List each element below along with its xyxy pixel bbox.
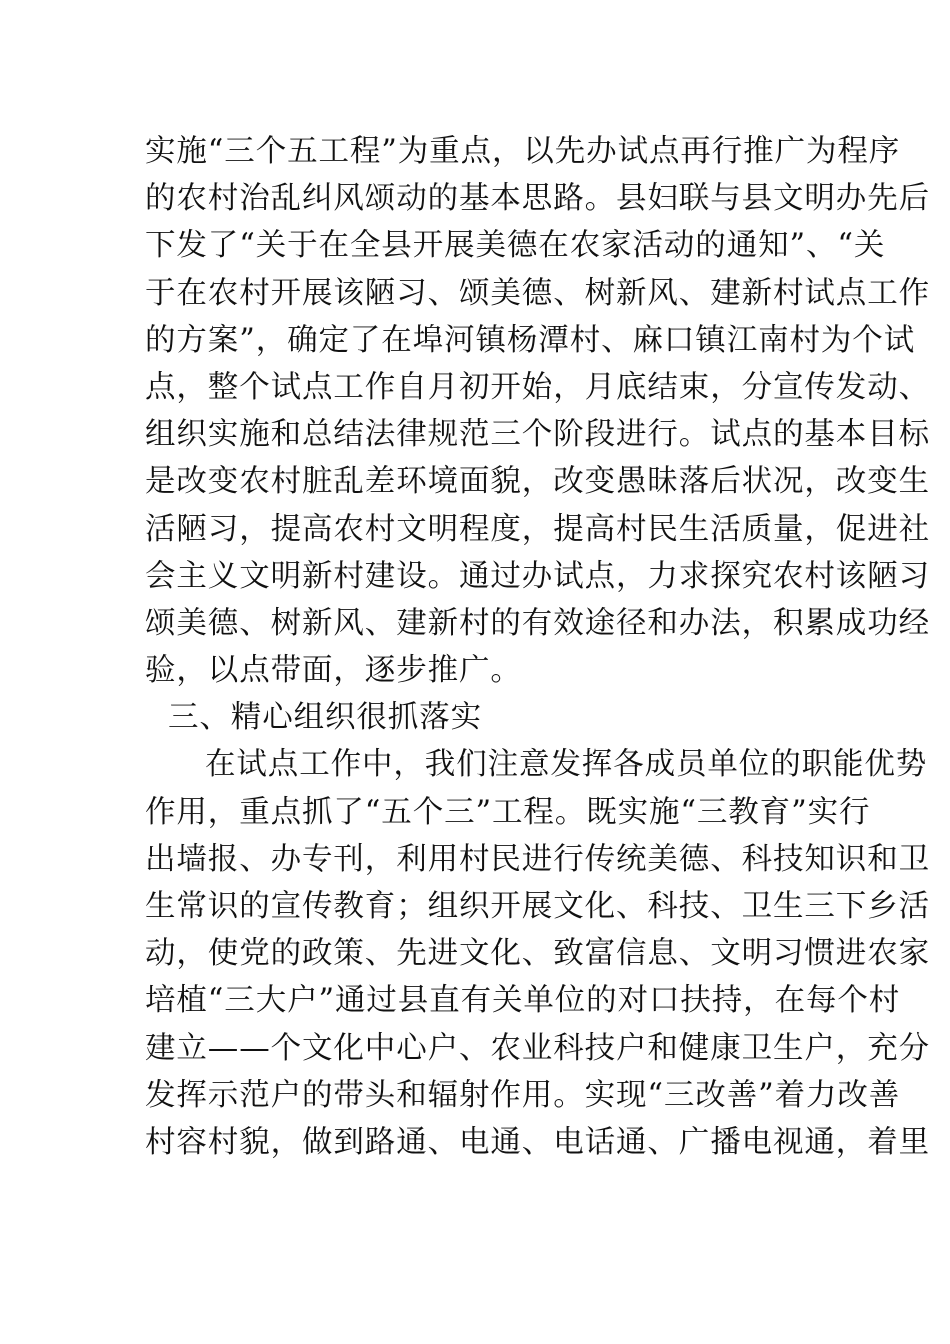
paragraph-line: 建立——个文化中心户、农业科技户和健康卫生户，充分 [145, 1030, 930, 1066]
paragraph-line: 是改变农村脏乱差环境面貌，改变愚昧落后状况，改变生 [145, 464, 930, 500]
paragraph-line: 的农村治乱纠风颂动的基本思路。县妇联与县文明办先后 [145, 181, 930, 217]
paragraph-line: 颂美德、树新风、建新村的有效途径和办法，积累成功经 [145, 605, 930, 641]
paragraph-line: 实施“三个五工程”为重点，以先办试点再行推广为程序 [145, 134, 901, 169]
paragraph-line: 会主义文明新村建设。通过办试点，力求探究农村该陋习 [145, 558, 930, 594]
section-heading: 三、精心组织很抓落实 [168, 700, 482, 736]
paragraph-line: 出墙报、办专刊，利用村民进行传统美德、科技知识和卫 [145, 841, 930, 877]
paragraph-line: 发挥示范户的带头和辐射作用。实现“三改善”着力改善 [145, 1077, 901, 1113]
paragraph-line: 作用，重点抓了“五个三”工程。既实施“三教育”实行 [145, 794, 871, 830]
paragraph-line: 于在农村开展该陋习、颂美德、树新风、建新村试点工作 [145, 275, 930, 311]
paragraph-line: 下发了“关于在全县开展美德在农家活动的通知”、“关 [145, 228, 886, 264]
paragraph-line: 点，整个试点工作自月初开始，月底结束，分宣传发动、 [145, 369, 930, 405]
paragraph-line: 的方案”，确定了在埠河镇杨潭村、麻口镇江南村为个试 [145, 322, 916, 358]
paragraph-line: 培植“三大户”通过县直有关单位的对口扶持，在每个村 [145, 983, 901, 1019]
paragraph-line: 活陋习，提高农村文明程度，提高村民生活质量，促进社 [145, 511, 930, 547]
paragraph-line: 动，使党的政策、先进文化、致富信息、文明习惯进农家 [145, 936, 930, 972]
paragraph-line: 生常识的宣传教育；组织开展文化、科技、卫生三下乡活 [145, 889, 930, 924]
paragraph-line: 组织实施和总结法律规范三个阶段进行。试点的基本目标 [145, 417, 930, 453]
paragraph-line: 验，以点带面，逐步推广。 [145, 653, 522, 689]
document-body [145, 128, 930, 1166]
paragraph-line: 在试点工作中，我们注意发挥各成员单位的职能优势 [205, 747, 928, 783]
paragraph-line: 村容村貌，做到路通、电通、电话通、广播电视通，着里 [145, 1124, 930, 1160]
